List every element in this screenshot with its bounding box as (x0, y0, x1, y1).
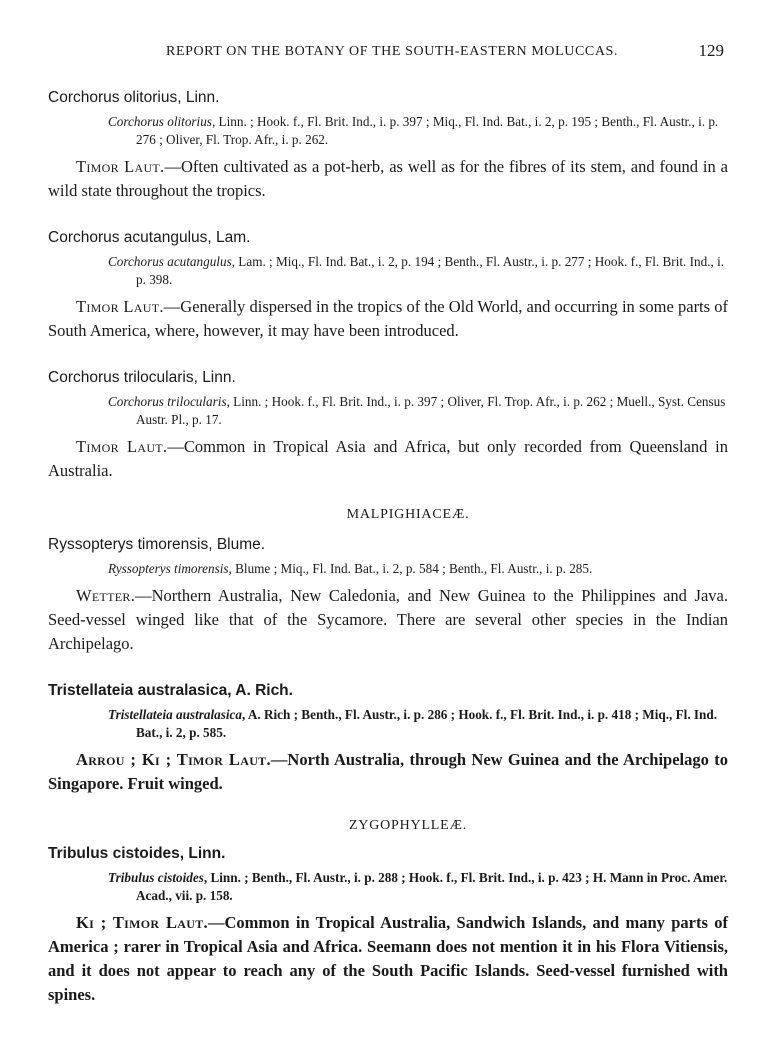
species-references: Corchorus olitorius, Linn. ; Hook. f., Fl. Brit. Ind., i. p. 397 ; Miq., Fl. Ind. Bat., i. 2, p. 195 ; Benth., Fl. Austr., i. p. 276 ; Oliver, Fl. Trop. Afr., i. p. 262. (108, 114, 719, 147)
species-heading: Tristellateia australasica, A. Rich. (48, 682, 293, 699)
locality: Timor Laut. (76, 437, 168, 456)
species-heading: Corchorus trilocularis, Linn. (48, 369, 236, 386)
species-note: Ki ; Timor Laut.—Common in Tropical Australia, Sandwich Islands, and many parts of America ; rarer in Tropical Asia and Africa. Seemann does not mention it in his Flora Vitiensis, and it does not appear to reach any of the South Pacific Islands. Seed-vessel furnished with spines. (48, 913, 728, 1004)
species-references: Corchorus trilocularis, Linn. ; Hook. f., Fl. Brit. Ind., i. p. 397 ; Oliver, Fl. Trop. Afr., i. p. 262 ; Muell., Syst. Census Austr. Pl., p. 17. (108, 394, 726, 427)
page-number: 129 (698, 41, 724, 60)
species-note: Timor Laut.—Often cultivated as a pot-herb, as well as for the fibres of its stem, and found in a wild state throughout the tropics. (48, 157, 728, 200)
locality: Ki ; Timor Laut. (76, 913, 208, 932)
page-header (48, 40, 728, 64)
species-references: Ryssopterys timorensis, Blume ; Miq., Fl. Ind. Bat., i. 2, p. 584 ; Benth., Fl. Austr., i. p. 285. (108, 561, 593, 576)
species-heading: Ryssopterys timorensis, Blume. (48, 536, 266, 553)
species-entry (48, 368, 728, 483)
page-body (48, 88, 728, 1007)
locality: Wetter. (76, 586, 136, 605)
species-entry (48, 681, 728, 796)
species-references: Corchorus acutangulus, Lam. ; Miq., Fl. Ind. Bat., i. 2, p. 194 ; Benth., Fl. Austr., i. p. 277 ; Hook. f., Fl. Brit. Ind., i. p. 398. (108, 254, 725, 287)
running-title: REPORT ON THE BOTANY OF THE SOUTH-EASTERN MOLUCCAS. (166, 44, 619, 59)
species-note: Timor Laut.—Generally dispersed in the tropics of the Old World, and occurring in some parts of South America, where, however, it may have been introduced. (48, 297, 728, 340)
family-heading: ZYGOPHYLLEÆ. (348, 818, 468, 833)
species-entry (48, 228, 728, 343)
species-heading: Tribulus cistoides, Linn. (48, 845, 226, 862)
family-heading: MALPIGHIACEÆ. (346, 507, 470, 522)
locality: Arrou ; Ki ; Timor Laut. (76, 750, 271, 769)
species-heading: Corchorus acutangulus, Lam. (48, 229, 251, 246)
locality: Timor Laut. (76, 297, 164, 316)
species-note: Wetter.—Northern Australia, New Caledonia, and New Guinea to the Philippines and Java. Seed-vessel winged like that of the Sycamore. There are several other species in the Indian Archipelago. (48, 586, 728, 653)
species-references: Tristellateia australasica, A. Rich ; Benth., Fl. Austr., i. p. 286 ; Hook. f., Fl. Brit. Ind., i. p. 418 ; Miq., Fl. Ind. Bat., i. 2, p. 585. (108, 707, 718, 740)
species-entry (48, 88, 728, 203)
species-entry (48, 844, 728, 1007)
species-note: Arrou ; Ki ; Timor Laut.—North Australia, through New Guinea and the Archipelago to Singapore. Fruit winged. (48, 750, 728, 793)
species-references: Tribulus cistoides, Linn. ; Benth., Fl. Austr., i. p. 288 ; Hook. f., Fl. Brit. Ind., i. p. 423 ; H. Mann in Proc. Amer. Acad., vii. p. 158. (108, 870, 728, 903)
species-note: Timor Laut.—Common in Tropical Asia and Africa, but only recorded from Queensland in Australia. (48, 437, 728, 480)
locality: Timor Laut. (76, 157, 165, 176)
species-entry (48, 535, 728, 656)
species-heading: Corchorus olitorius, Linn. (48, 89, 220, 106)
